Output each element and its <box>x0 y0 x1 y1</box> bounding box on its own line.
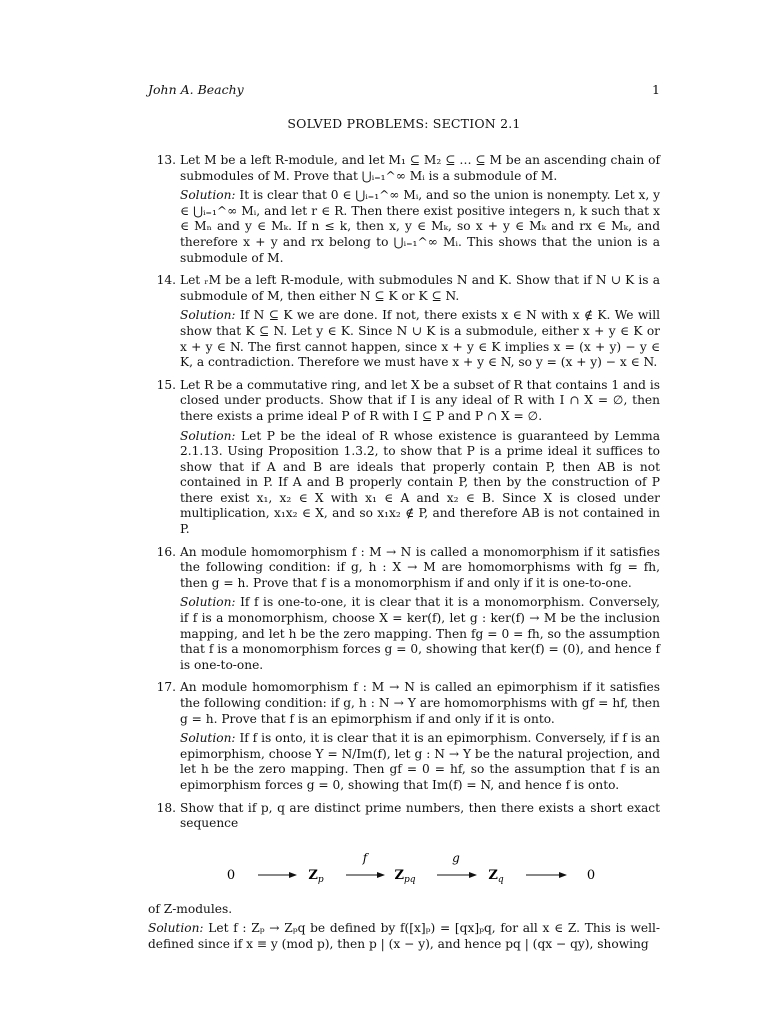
solution-text: It is clear that 0 ∈ ⋃ᵢ₌₁^∞ Mᵢ, and so the union is nonempty. Let x, y ∈ ⋃ᵢ₌₁^∞ Mᵢ, and let r ∈ R. Then there exist positive integers n, k such that x ∈ Mₙ and y ∈ Mₖ. If n ≤ k, then x, y ∈ Mₖ, so x + y ∈ Mₖ and rx ∈ Mₖ, and therefore x + y and rx belong to ⋃ᵢ₌₁^∞ Mᵢ. This shows that the union is a submodule of M. <box>180 188 660 265</box>
solution-label: Solution: <box>180 731 236 746</box>
node-zpq: $Z_{pq}$ <box>394 867 416 885</box>
problem-15 <box>148 378 660 538</box>
problem-statement: Let R be a commutative ring, and let X be a subset of R that contains 1 and is closed under products. Show that if I is any ideal of R with I ∩ X = ∅, then there exists a prime ideal P of R with I ⊆ P and P ∩ X = ∅. <box>180 377 660 423</box>
problem-number: 14. <box>156 273 176 288</box>
problem-list <box>148 153 660 960</box>
node-zq: $Z_q$ <box>488 867 504 885</box>
arrow-label-f: f <box>362 850 368 865</box>
problem-14 <box>148 273 660 371</box>
problem-statement: Let ᵣM be a left R-module, with submodules N and K. Show that if N ∪ K is a submodule of M, then either N ⊆ K or K ⊆ N. <box>180 273 660 303</box>
problem-number: 18. <box>156 800 176 815</box>
problem-17 <box>148 680 660 793</box>
exact-sequence-svg <box>148 838 660 898</box>
arrow-label-g: g <box>452 850 460 865</box>
solution-text: Let P be the ideal of R whose existence is guaranteed by Lemma 2.1.13. Using Proposition 1.3.2, to show that P is a prime ideal it suffices to show that if A and B are ideals that properly contain P, then AB is not contained in P. If A and B properly contain P, then by the construction of P there exist x₁, x₂ ∈ X with x₁ ∈ A and x₂ ∈ B. Since X is closed under multiplication, x₁x₂ ∈ X, and so x₁x₂ ∉ P, and therefore AB is not contained in P. <box>180 428 661 537</box>
problem-number: 15. <box>156 377 176 392</box>
problem-solution <box>180 429 660 538</box>
solution-text: If f is one-to-one, it is clear that it is a monomorphism. Conversely, if f is a monomorphism, choose X = ker(f), let g : ker(f) → M be the inclusion mapping, and let h be the zero mapping. Then fg = 0 = fh, so the assumption that f is a monomorphism forces g = 0, showing that ker(f) = (0), and hence f is one-to-one. <box>180 595 660 672</box>
node-zp: $Z_p$ <box>308 867 324 885</box>
solution-text: If N ⊆ K we are done. If not, there exists x ∈ N with x ∉ K. We will show that K ⊆ N. Let y ∈ K. Since N ∪ K is a submodule, either x + y ∈ K or x + y ∈ N. The first cannot happen, since x + y ∈ K implies x = (x + y) − y ∈ K, a contradiction. Therefore we must have x + y ∈ N, so y = (x + y) − x ∈ N. <box>180 308 660 370</box>
solution-text: If f is onto, it is clear that it is an epimorphism. Conversely, if f is an epimorphism, choose Y = N/Im(f), let g : N → Y be the natural projection, and let h be the zero mapping. Then gf = 0 = hf, so the assumption that f is an epimorphism forces g = 0, showing that Im(f) = N, and hence f is onto. <box>180 731 661 792</box>
page-number: 1 <box>652 82 660 97</box>
problem-solution <box>148 921 660 952</box>
problem-number: 16. <box>156 544 176 559</box>
node-zero-right: 0 <box>586 867 596 883</box>
problem-solution <box>180 308 660 370</box>
solution-label: Solution: <box>180 595 236 610</box>
section-title: SOLVED PROBLEMS: SECTION 2.1 <box>287 116 521 131</box>
author-name: John A. Beachy <box>148 82 244 97</box>
problem-statement: Let M be a left R-module, and let M₁ ⊆ M₂ ⊆ … ⊆ M be an ascending chain of submodules of M. Prove that ⋃ᵢ₌₁^∞ Mᵢ is a submodule of M. <box>180 153 660 183</box>
exact-sequence-diagram <box>148 838 660 898</box>
problem-number: 17. <box>156 680 176 695</box>
problem-16 <box>148 545 660 674</box>
problem-statement: Show that if p, q are distinct prime numbers, then there exists a short exact sequence <box>180 800 660 831</box>
problem-statement: An module homomorphism f : M → N is called a monomorphism if it satisfies the following condition: if g, h : X → M are homomorphisms with fg = fh, then g = h. Prove that f is a monomorphism if and only if it is one-to-one. <box>180 544 660 590</box>
solution-text: Let f : Zₚ → Zₚq be defined by f([x]ₚ) = [qx]ₚq, for all x ∈ Z. This is well-defined since if x ≡ y (mod p), then p | (x − y), and hence pq | (qx − qy), showing <box>148 921 661 951</box>
solution-label: Solution: <box>180 308 236 323</box>
problem-solution <box>180 595 660 673</box>
problem-statement: An module homomorphism f : M → N is called an epimorphism if it satisfies the following condition: if g, h : N → Y are homomorphisms with gf = hf, then g = h. Prove that f is an epimorphism if and only if it is onto. <box>180 680 660 726</box>
problem-13 <box>148 153 660 266</box>
problem-18 <box>148 801 660 953</box>
problem-statement-continued: of Z-modules. <box>148 901 233 916</box>
solution-label: Solution: <box>148 921 204 936</box>
problem-solution <box>180 188 660 266</box>
solution-label: Solution: <box>180 428 236 443</box>
problem-number: 13. <box>156 153 176 167</box>
node-zero-left: 0 <box>226 867 236 883</box>
problem-solution <box>180 731 660 793</box>
solution-label: Solution: <box>180 188 236 203</box>
